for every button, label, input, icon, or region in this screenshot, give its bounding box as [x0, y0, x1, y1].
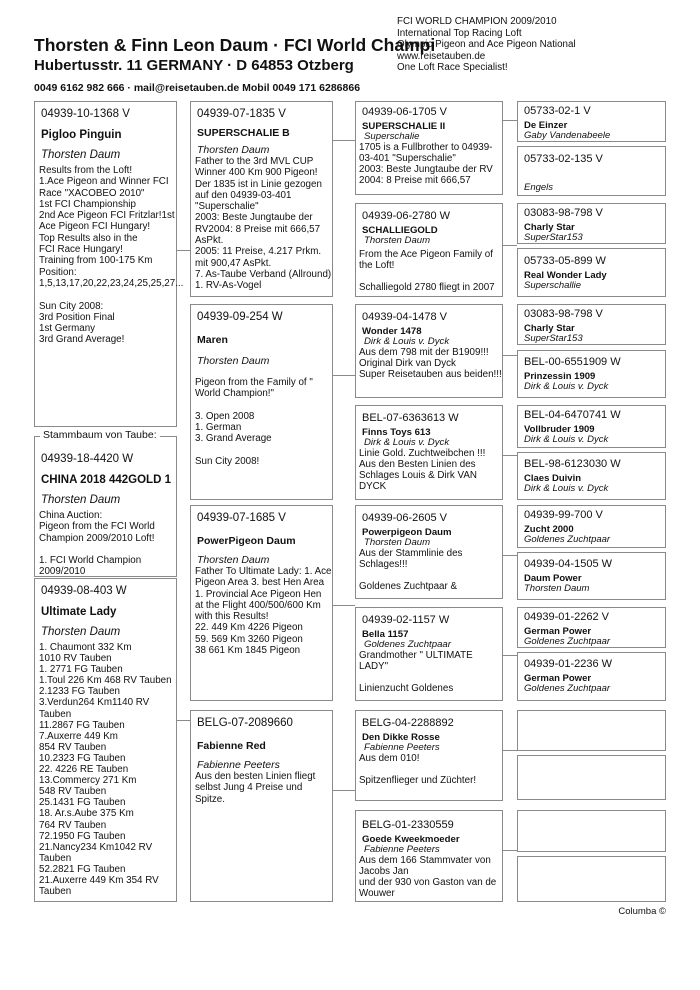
- pigeon-card-dam: [34, 578, 177, 902]
- pigeon-name: Goede Kweekmoeder: [362, 834, 460, 845]
- breeder: Dirk & Louis v. Dyck: [524, 483, 609, 494]
- pigeon-name: SCHALLIEGOLD: [362, 225, 438, 236]
- info-line: FCI WORLD CHAMPION 2009/2010: [397, 16, 557, 27]
- pigeon-card: [190, 505, 333, 701]
- ring-number: 04939-06-1705 V: [362, 106, 448, 118]
- pigeon-notes: Aus den besten Linien fliegt selbst Jung 4 Preise und Spitze.: [195, 771, 316, 805]
- page-title: Thorsten & Finn Leon Daum · FCI World Champi: [34, 35, 436, 55]
- pigeon-name: Maren: [197, 334, 228, 346]
- breeder: Dirk & Louis v. Dyck: [524, 381, 609, 392]
- pigeon-card: [355, 203, 503, 297]
- pigeon-notes: Aus dem 166 Stammvater von Jacobs Jan und der 930 von Gaston van de Wouwer: [359, 855, 497, 899]
- pigeon-card-small: [517, 248, 666, 297]
- ring-number: 04939-18-4420 W: [41, 453, 134, 465]
- ring-number: 04939-09-254 W: [197, 311, 283, 323]
- pigeon-notes: Aus dem 798 mit der B1909!!! Original Dirk van Dyck Super Reisetauben aus beiden!!!: [359, 347, 502, 380]
- connector: [333, 375, 355, 376]
- pigeon-name: Ultimate Lady: [41, 606, 117, 618]
- pigeon-notes: From the Ace Pigeon Family of the Loft! Schalliegold 2780 fliegt in 2007: [359, 249, 495, 293]
- ring-number: 05733-02-1 V: [524, 105, 591, 117]
- breeder: Goldenes Zuchtpaar: [524, 534, 611, 545]
- pigeon-name: Claes Duivin: [524, 473, 582, 484]
- connector: [333, 605, 355, 606]
- pigeon-card-small: [517, 552, 666, 600]
- pigeon-card-small: [517, 101, 666, 142]
- breeder: Thorsten Daum: [364, 537, 431, 548]
- pigeon-card: [190, 304, 333, 500]
- pigeon-name: Daum Power: [524, 573, 582, 584]
- breeder: Thorsten Daum: [41, 626, 121, 638]
- pigeon-name: CHINA 2018 442GOLD 1: [41, 474, 171, 486]
- pigeon-name: Bella 1157: [362, 629, 409, 640]
- ring-number: BELG-01-2330559: [362, 819, 454, 831]
- ring-number: 04939-10-1368 V: [41, 108, 130, 120]
- pigeon-card-small: [517, 146, 666, 196]
- info-line: www.reisetauben.de: [397, 50, 486, 62]
- info-line: International Top Racing Loft: [397, 27, 522, 39]
- breeder: Thorsten Daum: [197, 554, 270, 566]
- ring-number: BELG-07-2089660: [197, 717, 293, 729]
- connector: [503, 750, 517, 751]
- breeder: Goldenes Zuchtpaar: [524, 636, 611, 647]
- pigeon-notes: China Auction: Pigeon from the FCI World Champion 2009/2010 Loft! 1. FCI World Champion 2009/2010: [39, 510, 155, 578]
- ring-number: BEL-00-6551909 W: [524, 356, 621, 368]
- ring-number: 04939-07-1835 V: [197, 108, 286, 120]
- connector: [503, 245, 517, 246]
- breeder: Thorsten Daum: [364, 235, 431, 246]
- pigeon-name: Finns Toys 613: [362, 427, 431, 438]
- pigeon-name: German Power: [524, 673, 592, 684]
- pigeon-name: Charly Star: [524, 222, 575, 233]
- breeder: Fabienne Peeters: [364, 742, 440, 753]
- connector: [503, 655, 517, 656]
- pigeon-card-empty: [517, 710, 666, 751]
- connector: [503, 120, 517, 121]
- pigeon-notes: Grandmother " ULTIMATE LADY" Linienzucht Goldenes: [359, 650, 473, 694]
- pigeon-name: SUPERSCHALIE B: [197, 127, 290, 139]
- pigeon-card-small: [517, 607, 666, 648]
- pigeon-card: [355, 405, 503, 500]
- pigeon-card-small: [517, 350, 666, 398]
- pigeon-card: [355, 710, 503, 801]
- breeder: Goldenes Zuchtpaar: [364, 639, 451, 650]
- ring-number: 04939-01-2262 V: [524, 611, 610, 623]
- connector: [333, 140, 355, 141]
- pigeon-name: Prinzessin 1909: [524, 371, 596, 382]
- breeder: SuperStar153: [524, 232, 583, 243]
- ring-number: 04939-08-403 W: [41, 585, 127, 597]
- ring-number: 05733-05-899 W: [524, 255, 606, 267]
- pigeon-card: [190, 101, 333, 297]
- loft-info: [397, 16, 597, 74]
- ring-number: 04939-04-1505 W: [524, 558, 613, 570]
- info-line: One Loft Race Specialist!: [397, 62, 508, 74]
- breeder: Gaby Vandenabeele: [524, 130, 611, 141]
- pigeon-name: German Power: [524, 626, 592, 637]
- ring-number: 04939-07-1685 V: [197, 512, 286, 524]
- pigeon-card: [355, 101, 503, 195]
- breeder: Thorsten Daum: [197, 144, 270, 156]
- pigeon-notes: 1705 is a Fullbrother to 04939-03-401 "Superschalie" 2003: Beste Jungtaube der RV 2004: 8 Preise mit 666,57: [359, 142, 493, 186]
- connector: [177, 720, 190, 721]
- pigeon-card: [355, 304, 503, 398]
- pigeon-card: [355, 505, 503, 599]
- stammbaum-label: Stammbaum von Taube:: [40, 429, 160, 441]
- pigeon-name: Real Wonder Lady: [524, 270, 607, 281]
- ring-number: 03083-98-798 V: [524, 308, 603, 320]
- pigeon-card-small: [517, 452, 666, 500]
- pigeon-notes: 1. Chaumont 332 Km 1010 RV Tauben 1. 2771 FG Tauben 1.Toul 226 Km 468 RV Tauben 2.1233 FG Tauben 3.Verdun264 Km1140 RV Tauben 11.2867 FG Tauben 7.Auxerre 449 Km 854 RV Tauben 10.2323 FG Tauben 22. 4226 RE Tauben 13.Commercy 271 Km 548 RV Tauben 25.1431 FG Tauben 18. Ar.s.Aube 375 Km 764 RV Tauben 72.1950 FG Tauben 21.Nancy234 Km1042 RV Tauben 52.2821 FG Tauben 21.Auxerre 449 Km 354 RV Tauben: [39, 642, 172, 898]
- breeder: Thorsten Daum: [197, 355, 270, 367]
- breeder: Dirk & Louis v. Dyck: [524, 434, 609, 445]
- pigeon-card-small: [517, 304, 666, 345]
- pigeon-name: De Einzer: [524, 120, 568, 131]
- connector: [333, 790, 355, 791]
- breeder: Fabienne Peeters: [197, 759, 280, 771]
- ring-number: 04939-04-1478 V: [362, 311, 448, 323]
- connector: [503, 555, 517, 556]
- pigeon-name: Pigloo Pinguin: [41, 129, 122, 141]
- pigeon-card-small: [517, 652, 666, 701]
- breeder: Goldenes Zuchtpaar: [524, 683, 611, 694]
- pigeon-notes: Results from the Loft! 1.Ace Pigeon and Winner FCI Race "XACOBEO 2010" 1st FCI Championship 2nd Ace Pigeon FCI Fritzlar!1st Ace Pigeon FCI Hungary! Top Results also in the FCI Race Hungary! Training from 100-175 Km Position: 1,5,13,17,20,22,23,24,25,25,27... Sun City 2008: 3rd Position Final 1st Germany 3rd Grand Average!: [39, 165, 184, 346]
- footer-credit: Columba ©: [618, 906, 666, 917]
- pigeon-name: Den Dikke Rosse: [362, 732, 440, 743]
- connector: [503, 850, 517, 851]
- breeder: Thorsten Daum: [41, 494, 121, 506]
- pigeon-notes: Aus dem 010! Spitzenflieger und Züchter!: [359, 753, 477, 786]
- breeder: Fabienne Peeters: [364, 844, 440, 855]
- ring-number: 03083-98-798 V: [524, 207, 603, 219]
- pigeon-name: SUPERSCHALIE II: [362, 121, 446, 132]
- ring-number: BEL-04-6470741 W: [524, 409, 621, 421]
- pigeon-card-small: [517, 505, 666, 548]
- pigeon-notes: Father to the 3rd MVL CUP Winner 400 Km 900 Pigeon! Der 1835 ist in Linie gezogen auf den 04939-03-401 "Superschalie" 2003: Beste Jungtaube der RV2004: 8 Preise mit 666,57 AsPkt. 2005: 11 Preise, 4.217 Prkm. mit 900,47 AsPkt. 7. As-Taube Verband (Allround) 1. RV-As-Vogel: [195, 156, 332, 292]
- ring-number: 04939-06-2605 V: [362, 512, 448, 524]
- breeder: Dirk & Louis v. Dyck: [364, 336, 450, 347]
- contact-line: 0049 6162 982 666 · mail@reisetauben.de Mobil 0049 171 6286866: [34, 82, 361, 94]
- pigeon-notes: Aus der Stammlinie des Schlages!!! Goldenes Zuchtpaar &: [359, 548, 463, 592]
- breeder: Dirk & Louis v. Dyck: [364, 437, 450, 448]
- pigeon-card-empty: [517, 810, 666, 852]
- pigeon-card-empty: [517, 755, 666, 800]
- breeder: Thorsten Daum: [524, 583, 590, 594]
- info-line: Olympic Pigeon and Ace Pigeon National: [397, 39, 576, 51]
- pigeon-notes: Linie Gold. Zuchtweibchen !!! Aus den Besten Linien des Schlages Louis & Dirk VAN DYCK: [359, 448, 486, 492]
- pigeon-notes: Father To Ultimate Lady: 1. Ace Pigeon Area 3. best Hen Area 1. Provincial Ace Pigeon Hen at the Flight 400/500/600 Km with this Results! 22. 449 Km 4226 Pigeon 59. 569 Km 3260 Pigeon 38 661 Km 1845 Pigeon: [195, 566, 332, 657]
- pigeon-name: Zucht 2000: [524, 524, 574, 535]
- pigeon-name: Fabienne Red: [197, 740, 266, 752]
- ring-number: BELG-04-2288892: [362, 717, 454, 729]
- pigeon-card-main: [34, 101, 184, 427]
- connector: [177, 250, 190, 251]
- pigeon-name: Wonder 1478: [362, 326, 422, 337]
- address: Hubertusstr. 11 GERMANY · D 64853 Otzberg: [34, 57, 354, 74]
- connector: [503, 355, 517, 356]
- ring-number: BEL-07-6363613 W: [362, 412, 459, 424]
- pigeon-card-subject: [34, 436, 177, 577]
- ring-number: 05733-02-135 V: [524, 153, 603, 165]
- pigeon-card: [355, 810, 503, 902]
- pigeon-notes: Pigeon from the Family of " World Champion!" 3. Open 2008 1. German 3. Grand Average Sun City 2008!: [195, 377, 313, 468]
- breeder: Engels: [524, 182, 554, 193]
- pigeon-card: [355, 607, 503, 701]
- pigeon-name: Vollbruder 1909: [524, 424, 595, 435]
- connector: [503, 455, 517, 456]
- ring-number: BEL-98-6123030 W: [524, 458, 621, 470]
- pigeon-name: [518, 168, 665, 181]
- breeder: SuperStar153: [524, 333, 583, 344]
- breeder: Superschalie: [364, 131, 420, 142]
- ring-number: 04939-01-2236 W: [524, 658, 613, 670]
- pigeon-card: [190, 710, 333, 902]
- pigeon-card-small: [517, 405, 666, 448]
- breeder: Thorsten Daum: [41, 149, 121, 161]
- pigeon-name: Charly Star: [524, 323, 575, 334]
- ring-number: 04939-06-2780 W: [362, 210, 451, 222]
- pigeon-card-empty: [517, 856, 666, 902]
- breeder: Superschallie: [524, 280, 582, 291]
- ring-number: 04939-02-1157 W: [362, 614, 450, 626]
- ring-number: 04939-99-700 V: [524, 509, 603, 521]
- pigeon-name: Powerpigeon Daum: [362, 527, 452, 538]
- pigeon-card-small: [517, 203, 666, 244]
- pigeon-name: PowerPigeon Daum: [197, 535, 296, 547]
